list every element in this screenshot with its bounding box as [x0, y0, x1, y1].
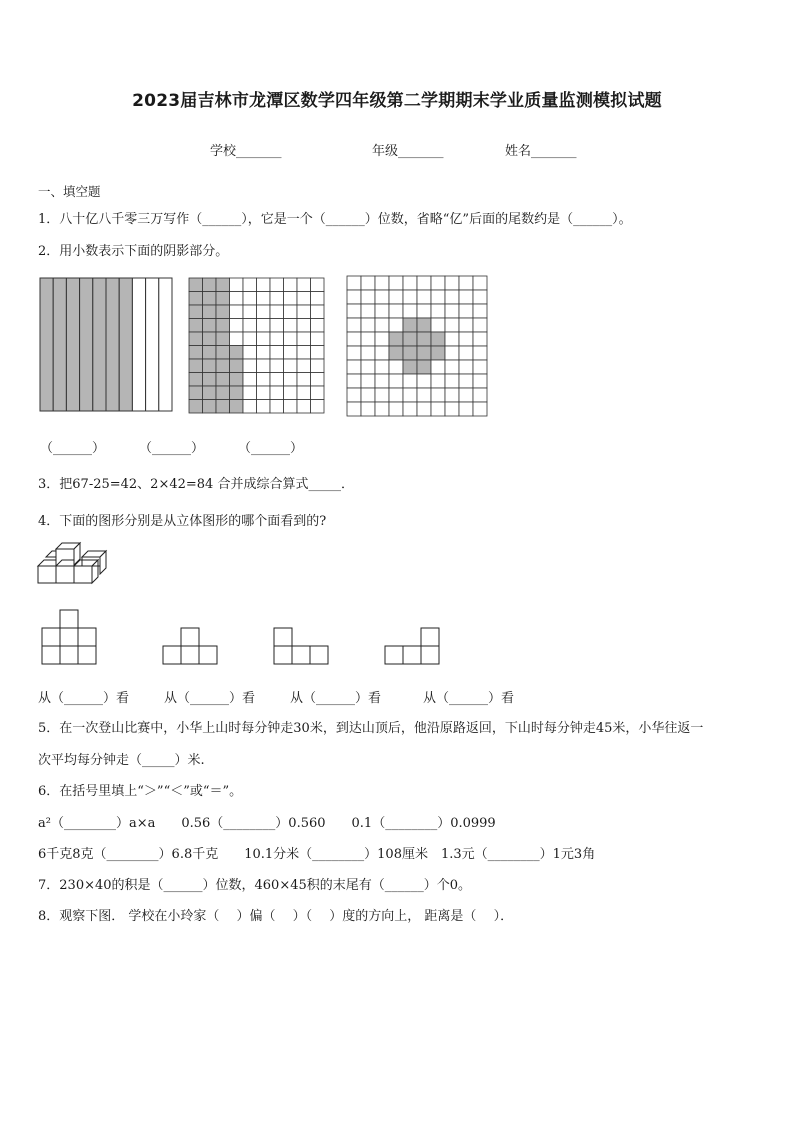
grid-cell — [270, 292, 284, 306]
grid-cell — [243, 386, 257, 400]
grid-cell — [417, 290, 431, 304]
grid-cell — [403, 402, 417, 416]
grid-cell — [389, 290, 403, 304]
grid-figure-b — [347, 276, 487, 416]
grid-figure-a — [189, 278, 324, 413]
grid-cell — [389, 388, 403, 402]
grid-cell — [389, 332, 403, 346]
q2-answer-1: （______） — [40, 441, 106, 456]
grid-cell — [473, 290, 487, 304]
grid-cell — [417, 360, 431, 374]
grid-cell — [445, 276, 459, 290]
grid-cell — [459, 332, 473, 346]
strip-figure — [40, 278, 172, 411]
grid-cell — [257, 373, 271, 387]
grid-cell — [445, 318, 459, 332]
grid-cell — [270, 332, 284, 346]
grid-cell — [189, 305, 203, 319]
grid-cell — [361, 360, 375, 374]
cube-solid-figure — [38, 543, 106, 583]
grid-cell — [375, 276, 389, 290]
page-title: 2023届吉林市龙潭区数学四年级第二学期期末学业质量监测模拟试题 — [132, 91, 662, 111]
grid-cell — [361, 332, 375, 346]
grid-cell — [243, 332, 257, 346]
question-6-row-2: 6千克8克（________）6.8千克 10.1分米（________）108厘米 1.3元（________）1元3角 — [38, 847, 596, 862]
grid-cell — [189, 373, 203, 387]
grid-cell — [189, 386, 203, 400]
grid-cell — [243, 346, 257, 360]
grid-cell — [284, 386, 298, 400]
grid-cell — [459, 346, 473, 360]
grid-cell — [270, 278, 284, 292]
grid-cell — [230, 278, 244, 292]
grid-cell — [284, 319, 298, 333]
grid-cell — [311, 332, 325, 346]
grid-cell — [216, 359, 230, 373]
grid-cell — [284, 346, 298, 360]
question-2: 2．用小数表示下面的阴影部分。 — [38, 244, 229, 259]
grid-cell — [445, 304, 459, 318]
grid-cell — [361, 290, 375, 304]
grid-cell — [361, 374, 375, 388]
grid-cell — [270, 400, 284, 414]
grid-cell — [347, 290, 361, 304]
grid-cell — [389, 346, 403, 360]
grid-cell — [203, 305, 217, 319]
school-field: 学校_______ — [210, 144, 282, 159]
question-5-line-2: 次平均每分钟走（_____）米. — [38, 753, 205, 768]
grid-cell — [473, 276, 487, 290]
q4-answer-1: 从（______）看 — [38, 691, 130, 706]
grid-cell — [257, 332, 271, 346]
grid-cell — [216, 278, 230, 292]
grid-cell — [431, 374, 445, 388]
grid-cell — [445, 332, 459, 346]
grid-cell — [403, 360, 417, 374]
grid-cell — [361, 402, 375, 416]
grid-cell — [311, 292, 325, 306]
grid-cell — [243, 400, 257, 414]
grid-cell — [473, 402, 487, 416]
grid-cell — [473, 346, 487, 360]
grid-cell — [445, 346, 459, 360]
grid-cell — [189, 292, 203, 306]
grid-cell — [417, 388, 431, 402]
grid-cell — [230, 305, 244, 319]
grid-cell — [311, 400, 325, 414]
grid-cell — [243, 305, 257, 319]
grid-cell — [347, 318, 361, 332]
grid-cell — [243, 373, 257, 387]
grade-field: 年级_______ — [372, 144, 444, 159]
grid-cell — [459, 360, 473, 374]
grid-cell — [445, 374, 459, 388]
question-7: 7．230×40的积是（______）位数，460×45积的末尾有（______）个0。 — [38, 878, 472, 893]
grid-cell — [311, 305, 325, 319]
grid-cell — [203, 346, 217, 360]
grid-cell — [445, 360, 459, 374]
grid-cell — [445, 388, 459, 402]
grid-cell — [230, 386, 244, 400]
grid-cell — [361, 346, 375, 360]
grid-cell — [431, 332, 445, 346]
grid-cell — [216, 373, 230, 387]
view-figure-1 — [42, 610, 96, 664]
view-figure-3 — [274, 628, 328, 664]
grid-cell — [459, 290, 473, 304]
grid-cell — [473, 332, 487, 346]
grid-cell — [403, 318, 417, 332]
grid-cell — [473, 304, 487, 318]
grid-cell — [216, 332, 230, 346]
grid-cell — [270, 319, 284, 333]
grid-cell — [257, 292, 271, 306]
grid-cell — [311, 386, 325, 400]
strip-cell — [146, 278, 159, 411]
grid-cell — [361, 318, 375, 332]
grid-cell — [403, 346, 417, 360]
grid-cell — [417, 332, 431, 346]
strip-cell — [66, 278, 79, 411]
strip-cell — [53, 278, 66, 411]
question-1: 1．八十亿八千零三万写作（______），它是一个（______）位数，省略“亿”后面的尾数约是（______）。 — [38, 212, 632, 227]
grid-cell — [216, 292, 230, 306]
question-3: 3．把67-25=42、2×42=84 合并成综合算式_____． — [38, 477, 354, 492]
grid-cell — [417, 304, 431, 318]
grid-cell — [203, 400, 217, 414]
grid-cell — [431, 276, 445, 290]
grid-cell — [297, 359, 311, 373]
grid-cell — [243, 292, 257, 306]
grid-cell — [347, 388, 361, 402]
grid-cell — [257, 319, 271, 333]
grid-cell — [297, 292, 311, 306]
grid-cell — [431, 290, 445, 304]
grid-cell — [459, 402, 473, 416]
grid-cell — [216, 346, 230, 360]
grid-cell — [243, 319, 257, 333]
grid-cell — [297, 319, 311, 333]
view-figure-4 — [385, 628, 439, 664]
grid-cell — [189, 278, 203, 292]
grid-cell — [389, 304, 403, 318]
grid-cell — [257, 386, 271, 400]
q4-answer-4: 从（______）看 — [423, 691, 515, 706]
grid-cell — [459, 304, 473, 318]
grid-cell — [270, 373, 284, 387]
grid-cell — [297, 386, 311, 400]
grid-cell — [361, 388, 375, 402]
grid-cell — [284, 373, 298, 387]
grid-cell — [403, 374, 417, 388]
grid-cell — [417, 276, 431, 290]
grid-cell — [189, 359, 203, 373]
grid-cell — [431, 318, 445, 332]
grid-cell — [375, 332, 389, 346]
grid-cell — [297, 373, 311, 387]
strip-cell — [40, 278, 53, 411]
question-6: 6．在括号里填上“＞”“＜”或“＝”。 — [38, 784, 243, 799]
grid-cell — [347, 332, 361, 346]
grid-cell — [216, 305, 230, 319]
grid-cell — [203, 332, 217, 346]
grid-cell — [297, 332, 311, 346]
grid-cell — [203, 373, 217, 387]
grid-cell — [297, 400, 311, 414]
question-5-line-1: 5．在一次登山比赛中，小华上山时每分钟走30米，到达山顶后，他沿原路返回，下山时每分钟走45米，小华往返一 — [38, 721, 704, 736]
grid-cell — [243, 359, 257, 373]
grid-cell — [417, 402, 431, 416]
grid-cell — [459, 374, 473, 388]
grid-cell — [284, 400, 298, 414]
grid-cell — [203, 319, 217, 333]
grid-cell — [311, 373, 325, 387]
grid-cell — [270, 386, 284, 400]
q2-answer-3: （______） — [238, 441, 304, 456]
strip-cell — [106, 278, 119, 411]
grid-cell — [375, 402, 389, 416]
grid-cell — [270, 346, 284, 360]
strip-cell — [80, 278, 93, 411]
grid-cell — [473, 360, 487, 374]
grid-cell — [459, 318, 473, 332]
grid-cell — [389, 276, 403, 290]
grid-cell — [431, 388, 445, 402]
grid-cell — [375, 374, 389, 388]
strip-cell — [93, 278, 106, 411]
grid-cell — [347, 276, 361, 290]
grid-cell — [473, 318, 487, 332]
grid-cell — [243, 278, 257, 292]
grid-cell — [203, 359, 217, 373]
grid-cell — [403, 388, 417, 402]
grid-cell — [347, 374, 361, 388]
grid-cell — [216, 400, 230, 414]
grid-cell — [459, 276, 473, 290]
grid-cell — [389, 402, 403, 416]
grid-cell — [203, 292, 217, 306]
grid-cell — [347, 360, 361, 374]
grid-cell — [270, 359, 284, 373]
grid-cell — [257, 346, 271, 360]
grid-cell — [431, 304, 445, 318]
grid-cell — [257, 305, 271, 319]
view-figure-2 — [163, 628, 217, 664]
grid-cell — [230, 346, 244, 360]
question-8: 8．观察下图． 学校在小玲家（ ）偏（ ）（ ）度的方向上， 距离是（ ）． — [38, 909, 514, 924]
grid-cell — [375, 318, 389, 332]
grid-cell — [431, 346, 445, 360]
grid-cell — [189, 332, 203, 346]
grid-cell — [311, 359, 325, 373]
grid-cell — [431, 360, 445, 374]
grid-cell — [297, 305, 311, 319]
grid-cell — [230, 359, 244, 373]
grid-cell — [257, 400, 271, 414]
grid-cell — [189, 346, 203, 360]
grid-cell — [297, 346, 311, 360]
grid-cell — [445, 290, 459, 304]
grid-cell — [284, 359, 298, 373]
question-6-row-1: a²（________）a×a 0.56（________）0.560 0.1（________）0.0999 — [38, 816, 496, 831]
grid-cell — [230, 319, 244, 333]
grid-cell — [403, 290, 417, 304]
grid-cell — [403, 276, 417, 290]
grid-cell — [347, 402, 361, 416]
grid-cell — [389, 374, 403, 388]
grid-cell — [473, 388, 487, 402]
grid-cell — [270, 305, 284, 319]
grid-cell — [375, 304, 389, 318]
grid-cell — [216, 386, 230, 400]
grid-cell — [284, 278, 298, 292]
section-heading: 一、填空题 — [38, 184, 101, 199]
strip-cell — [159, 278, 172, 411]
grid-cell — [189, 400, 203, 414]
grid-cell — [311, 319, 325, 333]
grid-cell — [230, 400, 244, 414]
grid-cell — [459, 388, 473, 402]
grid-cell — [445, 402, 459, 416]
grid-cell — [230, 332, 244, 346]
grid-cell — [297, 278, 311, 292]
grid-cell — [375, 360, 389, 374]
grid-cell — [389, 360, 403, 374]
q2-answer-2: （______） — [139, 441, 205, 456]
strip-cell — [132, 278, 145, 411]
grid-cell — [230, 292, 244, 306]
grid-cell — [417, 374, 431, 388]
grid-cell — [375, 290, 389, 304]
grid-cell — [284, 332, 298, 346]
question-4: 4．下面的图形分别是从立体图形的哪个面看到的? — [38, 514, 327, 529]
grid-cell — [311, 278, 325, 292]
grid-cell — [347, 346, 361, 360]
grid-cell — [389, 318, 403, 332]
grid-cell — [417, 346, 431, 360]
grid-cell — [417, 318, 431, 332]
grid-cell — [403, 332, 417, 346]
grid-cell — [375, 346, 389, 360]
grid-cell — [257, 278, 271, 292]
grid-cell — [473, 374, 487, 388]
grid-cell — [203, 386, 217, 400]
grid-cell — [361, 304, 375, 318]
grid-cell — [361, 276, 375, 290]
q4-answer-3: 从（______）看 — [290, 691, 382, 706]
grid-cell — [203, 278, 217, 292]
grid-cell — [311, 346, 325, 360]
q4-answer-2: 从（______）看 — [164, 691, 256, 706]
grid-cell — [257, 359, 271, 373]
name-field: 姓名_______ — [505, 144, 577, 159]
grid-cell — [230, 373, 244, 387]
grid-cell — [403, 304, 417, 318]
grid-cell — [431, 402, 445, 416]
grid-cell — [284, 292, 298, 306]
grid-cell — [284, 305, 298, 319]
grid-cell — [189, 319, 203, 333]
grid-cell — [375, 388, 389, 402]
grid-cell — [347, 304, 361, 318]
grid-cell — [216, 319, 230, 333]
strip-cell — [119, 278, 132, 411]
